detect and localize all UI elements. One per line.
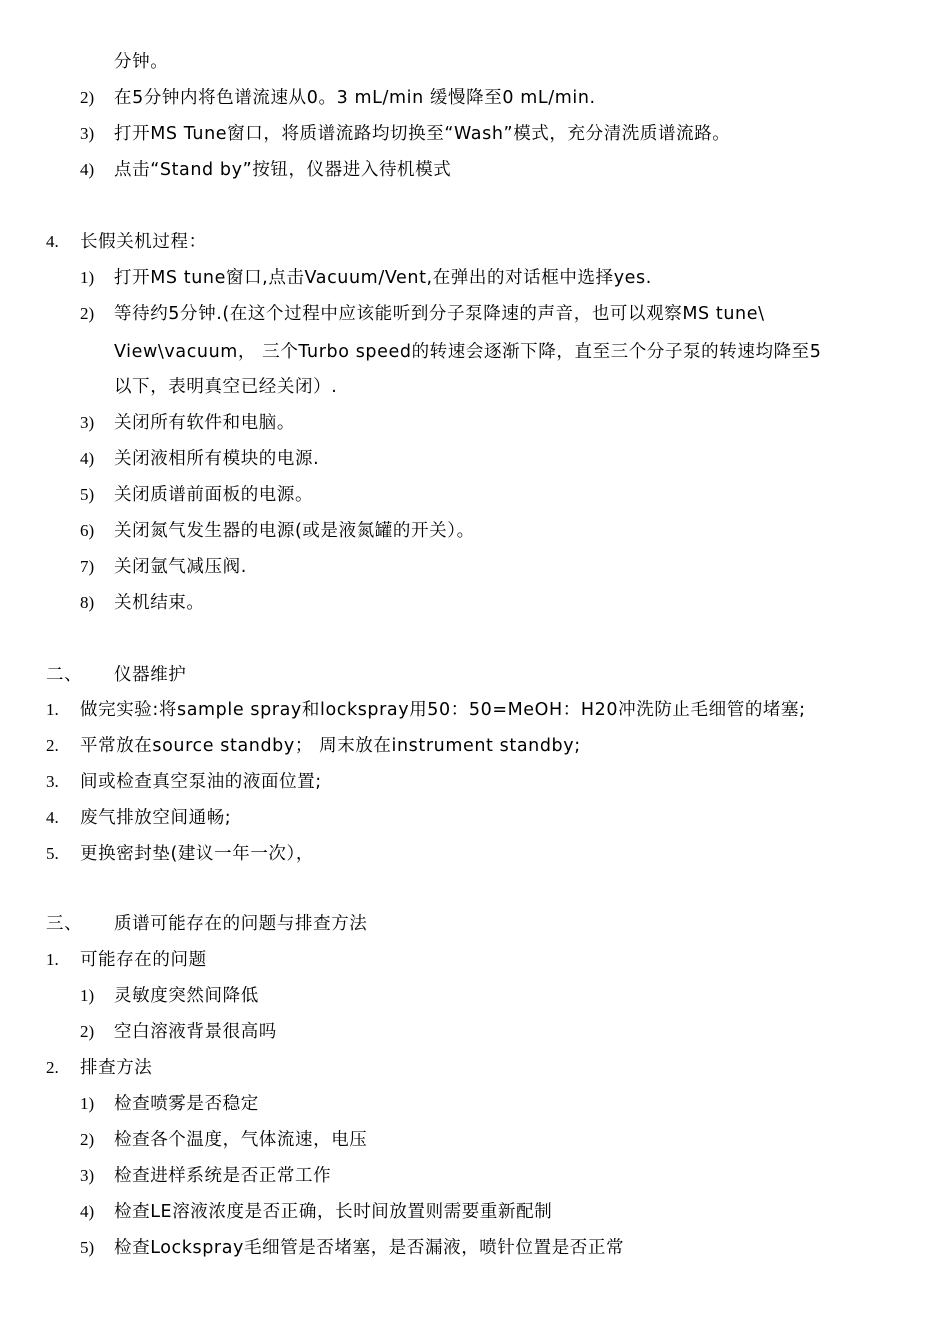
list-number: 2) (80, 1022, 95, 1041)
list-number: 1) (80, 1094, 95, 1113)
document-line: 检查进样系统是否正常工作 (114, 1166, 332, 1186)
document-line: 关闭质谱前面板的电源。 (114, 485, 314, 505)
section-heading: 仪器维护 (114, 665, 187, 685)
list-number: 4) (80, 449, 95, 468)
list-number: 1. (46, 700, 59, 719)
document-line: 可能存在的问题 (80, 950, 207, 970)
section-heading: 长假关机过程： (80, 232, 207, 252)
document-line: 关闭氩气减压阀. (114, 557, 247, 577)
list-number: 1. (46, 950, 59, 969)
document-line: 检查Lockspray毛细管是否堵塞，是否漏液，喷针位置是否正常 (114, 1238, 625, 1258)
section-number: 4. (46, 232, 59, 251)
list-number: 3) (80, 413, 95, 432)
list-number: 5) (80, 1238, 95, 1257)
list-number: 7) (80, 557, 95, 576)
list-number: 2. (46, 736, 59, 755)
list-number: 2) (80, 304, 95, 323)
document-line: 关机结束。 (114, 593, 205, 613)
document-line: 打开MS tune窗口,点击Vacuum/Vent,在弹出的对话框中选择yes. (114, 268, 652, 288)
document-line: 点击“Stand by”按钮，仪器进入待机模式 (114, 160, 452, 180)
section-number: 三、 (46, 914, 83, 934)
document-line: 排查方法 (80, 1058, 153, 1078)
document-line: View\vacuum， 三个Turbo speed的转速会逐渐下降，直至三个分子泵的转速均降至5 (114, 342, 822, 362)
list-number: 3) (80, 124, 95, 143)
list-number: 2) (80, 88, 95, 107)
document-line: 关闭氮气发生器的电源(或是液氮罐的开关）。 (114, 521, 475, 541)
list-number: 1) (80, 268, 95, 287)
list-number: 4) (80, 160, 95, 179)
document-line: 做完实验:将sample spray和lockspray用50：50=MeOH：H20冲洗防止毛细管的堵塞; (80, 700, 806, 720)
list-number: 4) (80, 1202, 95, 1221)
document-line: 关闭所有软件和电脑。 (114, 413, 295, 433)
document-line: 平常放在source standby； 周末放在instrument standby; (80, 736, 581, 756)
document-line: 检查喷雾是否稳定 (114, 1094, 259, 1114)
list-number: 3) (80, 1166, 95, 1185)
document-line: 等待约5分钟.(在这个过程中应该能听到分子泵降速的声音，也可以观察MS tune\ (114, 304, 765, 324)
list-number: 1) (80, 986, 95, 1005)
document-line: 打开MS Tune窗口，将质谱流路均切换至“Wash”模式，充分清洗质谱流路。 (114, 124, 731, 144)
document-line: 以下，表明真空已经关闭）. (114, 377, 338, 397)
document-line: 空白溶液背景很高吗 (114, 1022, 277, 1042)
document-line: 检查LE溶液浓度是否正确，长时间放置则需要重新配制 (114, 1202, 553, 1222)
list-number: 5. (46, 844, 59, 863)
document-line: 在5分钟内将色谱流速从0。3 mL/min 缓慢降至0 mL/min. (114, 88, 596, 108)
list-number: 8) (80, 593, 95, 612)
document-line: 分钟。 (114, 52, 169, 72)
section-number: 二、 (46, 665, 83, 685)
list-number: 3. (46, 772, 59, 791)
list-number: 2) (80, 1130, 95, 1149)
list-number: 4. (46, 808, 59, 827)
document-line: 间或检查真空泵油的液面位置; (80, 772, 322, 792)
document-line: 灵敏度突然间降低 (114, 986, 259, 1006)
document-line: 更换密封垫(建议一年一次）， (80, 844, 314, 864)
list-number: 2. (46, 1058, 59, 1077)
document-line: 关闭液相所有模块的电源. (114, 449, 320, 469)
list-number: 6) (80, 521, 95, 540)
document-line: 废气排放空间通畅; (80, 808, 232, 828)
document-line: 检查各个温度，气体流速，电压 (114, 1130, 368, 1150)
section-heading: 质谱可能存在的问题与排查方法 (114, 914, 368, 934)
list-number: 5) (80, 485, 95, 504)
